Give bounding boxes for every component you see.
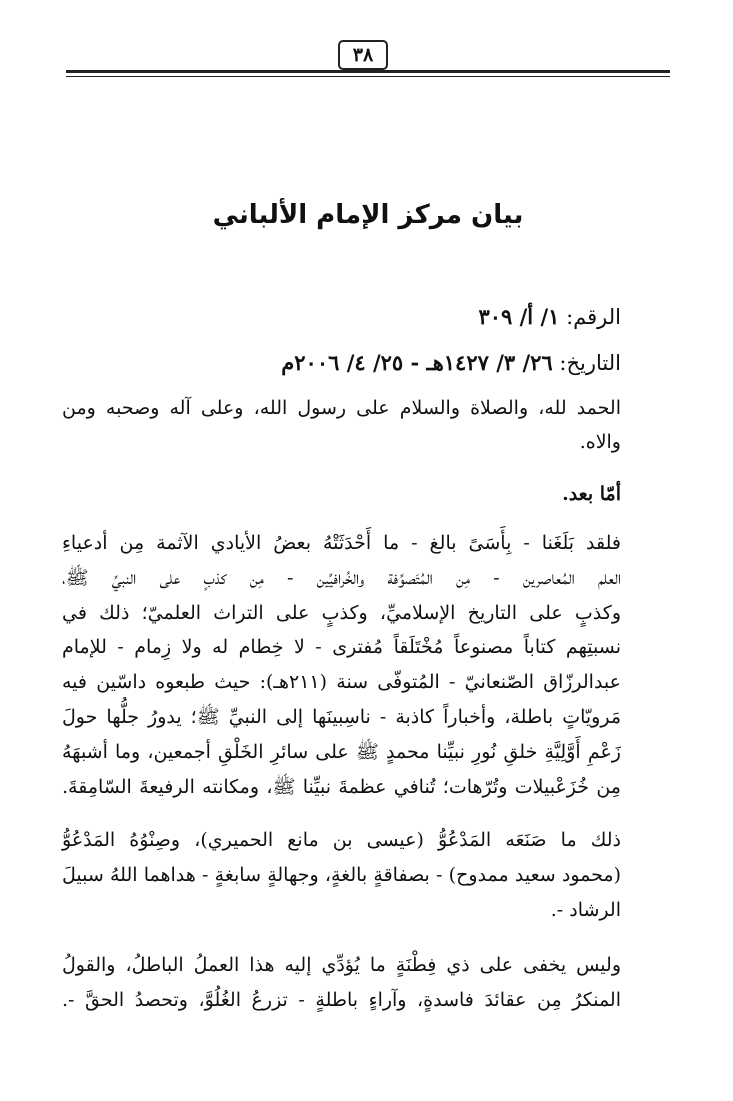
text-line: الرشاد -.: [550, 899, 621, 921]
text-line: نسبتِهم كتاباً مصنوعاً مُخْتَلَقاً مُفترى - لا خِطام له ولا زِمام - للإمام: [62, 636, 621, 658]
text-line: أمّا بعد.: [562, 483, 621, 505]
reference-line: [478, 304, 621, 329]
text-line: والاه.: [579, 431, 621, 453]
header-rule-thick: [66, 70, 670, 73]
text-line: زَعْمِ أَوَّلِيَّةِ خلقِ نُورِ نبيِّنا محمدٍ ﷺ على سائرِ الخَلْقِ أجمعين، وما أشبهَهُ: [62, 741, 621, 763]
text-line: وكذبٍ على التاريخ الإسلاميِّ، وكذبٍ على التراث العلميّ؛ ذلك في: [62, 602, 621, 624]
text-line: ذلك ما صَنَعَه المَدْعُوُّ (عيسى بن مانع الحميري)، وصِنْوُهُ المَدْعُوُّ: [62, 829, 621, 851]
text-line: عبدالرزّاق الصّنعانيّ - المُتوفّى سنة (٢١١هـ): حيث طبعوه داسّين فيه: [62, 671, 622, 693]
date-value: ٢٦/ ٣/ ١٤٢٧هـ - ٢٥/ ٤/ ٢٠٠٦م: [281, 350, 553, 375]
text-line: وليس يخفى على ذي فِطْنَةٍ ما يُؤدِّي إليه هذا العملُ الباطلُ، والقولُ: [62, 954, 621, 976]
date-label: التاريخ:: [559, 351, 621, 375]
reference-label: الرقم:: [566, 305, 621, 329]
text-line: مَرويّاتٍ باطلة، وأخباراً كاذبة - ناسِبينَها إلى النبيِّ ﷺ؛ يدورُ جلُّها حولَ: [62, 706, 621, 728]
statement-title: بيان مركز الإمام الألباني: [212, 200, 524, 230]
text-line: (محمود سعيد ممدوح) - بصفاقةٍ بالغةٍ، وجهالةٍ سابغةٍ - هداهما اللهُ سبيلَ: [62, 864, 621, 886]
text-line: العلم المُعاصرين - مِن المُتَصوِّفة والخُرافيِّين - مِن كذبٍ على النبيِّ ﷺ،: [62, 567, 621, 589]
text-line: مِن خُزَعْبيلات وتُرّهات؛ تُنافي عظمةَ نبيِّنا ﷺ، ومكانته الرفيعةَ السّامِقةَ.: [62, 776, 621, 798]
text-line: المنكرُ مِن عقائدَ فاسدةٍ، وآراءٍ باطلةٍ - تزرعُ الغُلُوَّ، وتحصدُ الحقَّ -.: [62, 989, 621, 1011]
page-number: ٣٨: [338, 40, 388, 70]
reference-value: ١/ أ/ ٣٠٩: [478, 304, 560, 329]
text-line: فلقد بَلَغَنا - بِأَسَىً بالغ - ما أَحْدَثَتْهُ بعضُ الأيادي الآثمة مِن أدعياءِ: [62, 532, 621, 554]
text-line: الحمد لله، والصلاة والسلام على رسول الله، وعلى آله وصحبه ومن: [62, 397, 621, 419]
header-rule-thin: [66, 76, 670, 77]
date-line: [281, 350, 621, 375]
